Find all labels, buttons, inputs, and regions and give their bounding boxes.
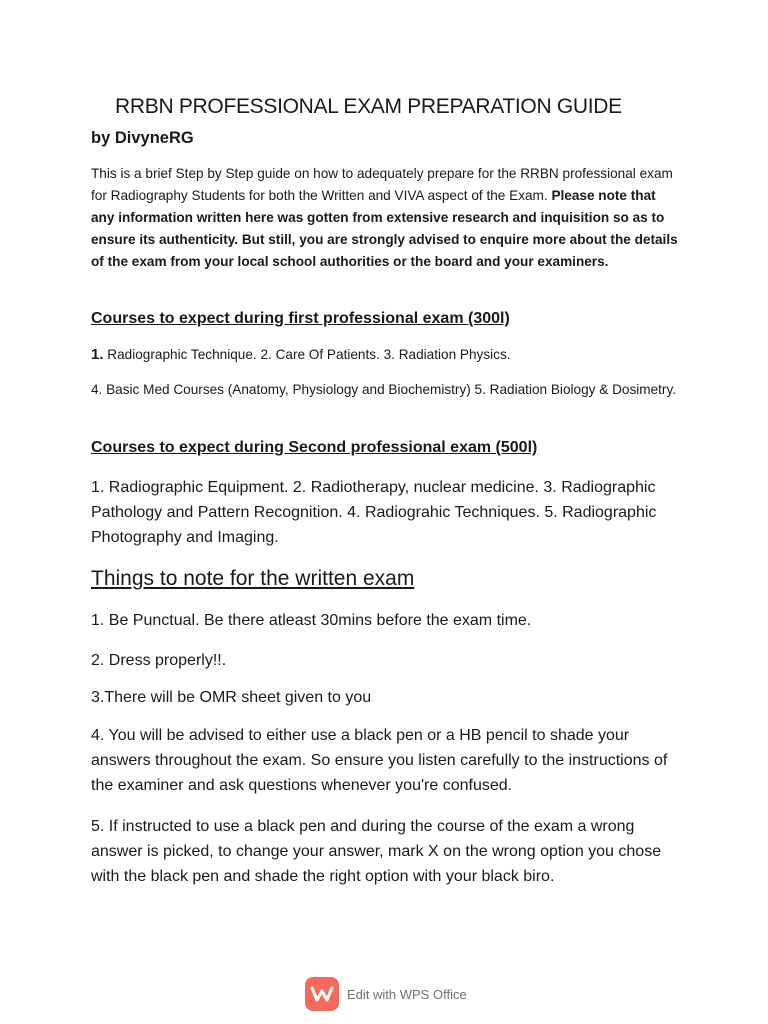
wps-office-icon <box>305 977 339 1011</box>
intro-text: This is a brief Step by Step guide on how to adequately prepare for the RRBN professional exam for Radiography Students for both the Written and VIVA aspect of the Exam. <box>91 166 673 203</box>
document-author: by DivyneRG <box>91 129 194 147</box>
written-exam-note: 3.There will be OMR sheet given to you <box>91 689 372 706</box>
written-exam-heading: Things to note for the written exam <box>91 567 415 590</box>
first-exam-heading: Courses to expect during first professional exam (300l) <box>91 310 510 327</box>
first-exam-courses-line2: 4. Basic Med Courses (Anatomy, Physiology and Biochemistry) 5. Radiation Biology & Dosimetry. <box>91 382 677 397</box>
first-exam-courses-line1 <box>91 344 681 365</box>
written-exam-note: 5. If instructed to use a black pen and during the course of the exam a wrong answer is picked, to change your answer, mark X on the wrong option you chose with the black pen and shade the right option with your black biro. <box>91 818 662 885</box>
written-exam-note: 4. You will be advised to either use a black pen or a HB pencil to shade your answers throughout the exam. So ensure you listen carefully to the instructions of the examiner and ask questions whenever you're confused. <box>91 727 668 794</box>
written-exam-note: 1. Be Punctual. Be there atleast 30mins before the exam time. <box>91 612 532 629</box>
wps-edit-link[interactable] <box>305 976 467 1012</box>
second-exam-heading: Courses to expect during Second professional exam (500l) <box>91 439 538 456</box>
second-exam-courses: 1. Radiographic Equipment. 2. Radiotherapy, nuclear medicine. 3. Radiographic Pathology and Pattern Recognition. 4. Radiograhic Techniques. 5. Radiographic Photography and Imaging. <box>91 479 657 546</box>
written-exam-note: 2. Dress properly!!. <box>91 652 227 669</box>
first-exam-line1-number: 1. <box>91 346 104 363</box>
intro-disclaimer: Please note that any information written here was gotten from extensive research and inquisition so as to ensure its authenticity. But still, you are strongly advised to enquire more about the details of the exam from your local school authorities or the board and your examiners. <box>91 188 678 269</box>
intro-paragraph <box>91 163 681 273</box>
document-title: RRBN PROFESSIONAL EXAM PREPARATION GUIDE <box>115 95 622 118</box>
first-exam-line1-text: Radiographic Technique. 2. Care Of Patients. 3. Radiation Physics. <box>103 347 511 362</box>
wps-edit-label[interactable]: Edit with WPS Office <box>347 986 467 1002</box>
